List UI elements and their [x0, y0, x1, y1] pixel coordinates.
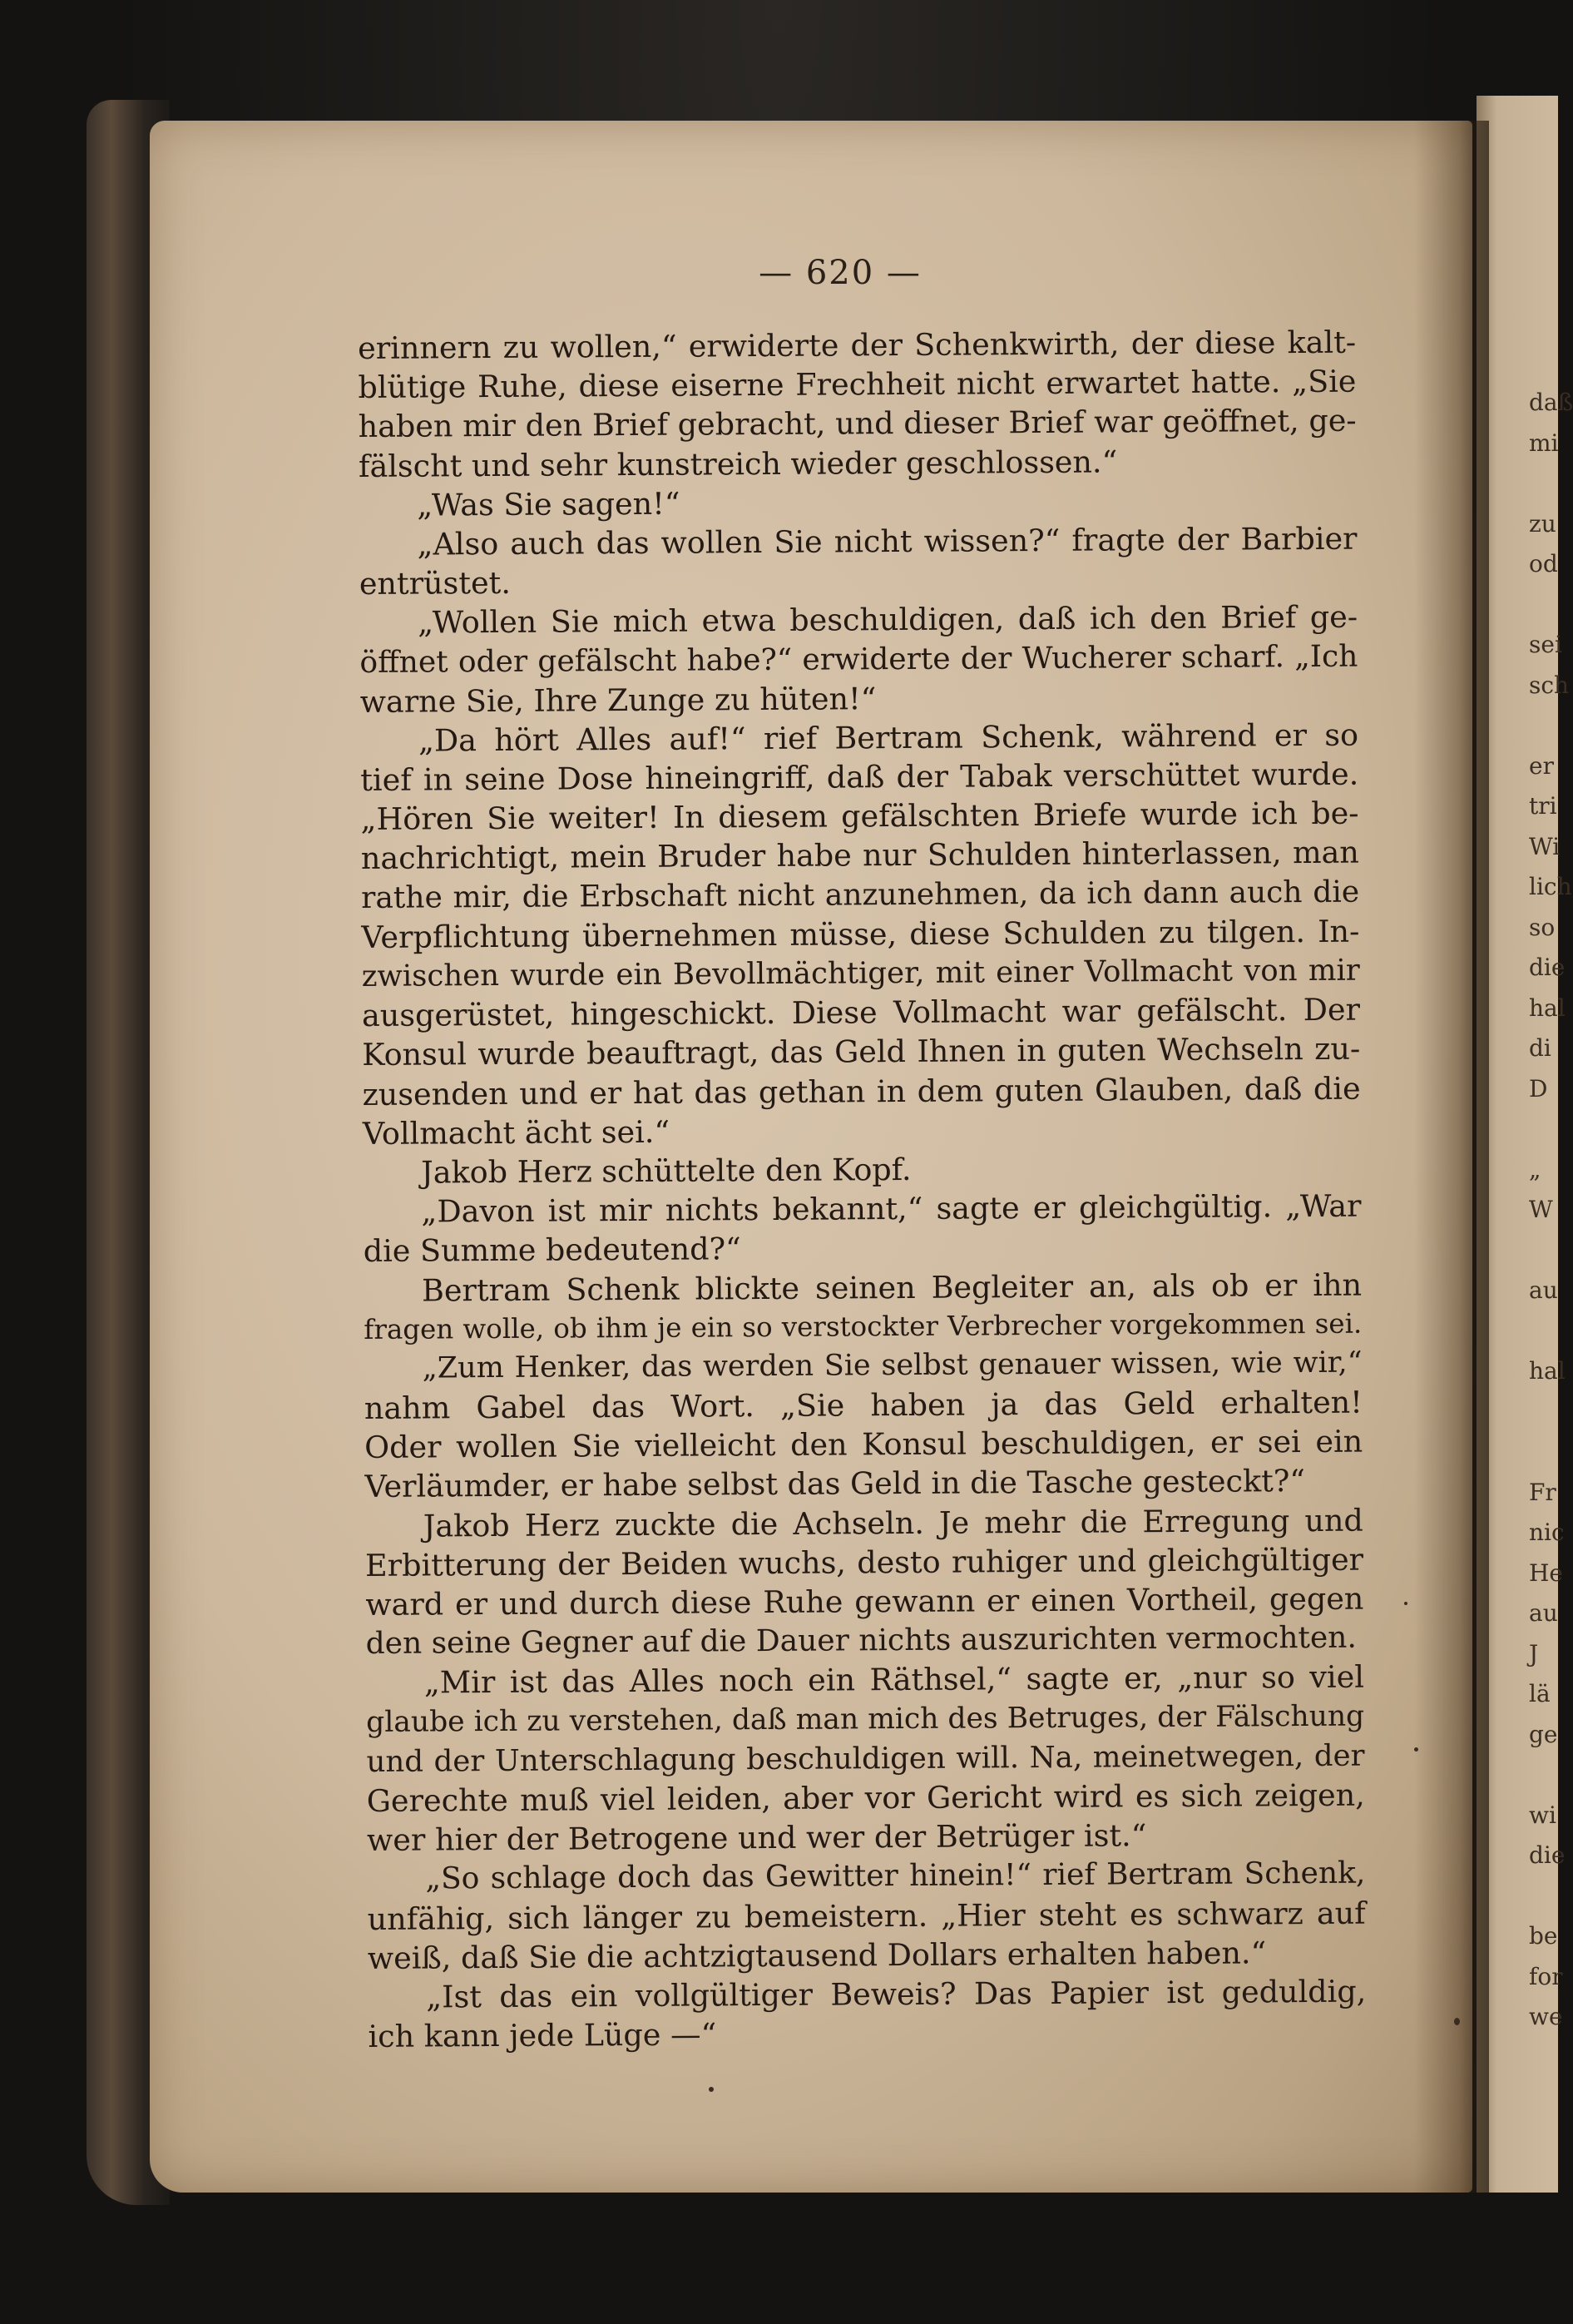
text-line: „Ist das ein vollgültiger Beweis? Das Papier ist geduldig, [426, 1973, 1367, 2015]
paper-speck [1404, 1602, 1407, 1605]
next-page-fragment: od [1529, 550, 1558, 577]
next-page-fragment: hal [1529, 994, 1566, 1022]
next-page-fragment: He [1529, 1558, 1563, 1587]
next-page-fragment: nic [1529, 1519, 1565, 1546]
next-page-fragment: die [1529, 954, 1566, 981]
text-line: blütige Ruhe, diese eiserne Frechheit nicht erwartet hatte. „Sie [358, 363, 1357, 406]
text-line: haben mir den Brief gebracht, und dieser Brief war geöffnet, ge- [358, 403, 1357, 445]
text-line: unfähig, sich länger zu bemeistern. „Hier steht es schwarz auf [367, 1895, 1366, 1937]
next-page-fragment: au [1529, 1276, 1558, 1304]
text-line: die Summe bedeutend?“ [363, 1231, 741, 1270]
text-line: nahm Gabel das Wort. „Sie haben ja das Geld erhalten! [364, 1384, 1363, 1427]
text-line: weiß, daß Sie die achtzigtausend Dollars erhalten haben.“ [367, 1935, 1267, 1976]
next-page-fragment: so [1529, 913, 1556, 941]
text-line: Oder wollen Sie vielleicht den Konsul beschuldigen, er sei ein [364, 1423, 1363, 1466]
text-line: Jakob Herz schüttelte den Kopf. [421, 1151, 912, 1191]
text-line: Bertram Schenk blickte seinen Begleiter an, als ob er ihn [421, 1266, 1363, 1309]
text-line: entrüstet. [359, 565, 512, 602]
text-line: „Zum Henker, das werden Sie selbst genauer wissen, wie wir,“ [422, 1345, 1363, 1385]
text-line: zusenden und er hat das gethan in dem guten Glauben, daß die [362, 1070, 1361, 1112]
next-page-fragment: tri [1529, 792, 1557, 820]
next-page-fragment: zu [1529, 509, 1556, 538]
next-page-fragment: D [1529, 1074, 1548, 1103]
text-line: erinnern zu wollen,“ erwiderte der Schenkwirth, der diese kalt- [358, 324, 1357, 366]
text-line: ausgerüstet, hingeschickt. Diese Vollmacht war gefälscht. Der [361, 991, 1361, 1034]
text-line: „Mir ist das Alles noch ein Räthsel,“ sagte er, „nur so viel [423, 1659, 1365, 1701]
text-line: „Wollen Sie mich etwa beschuldigen, daß ich den Brief ge- [418, 598, 1358, 641]
next-page-fragment: sei [1529, 631, 1562, 658]
paper-speck [709, 2087, 714, 2092]
next-page-fragment: sch [1529, 671, 1570, 699]
text-line: „Also auch das wollen Sie nicht wissen?“ fragte der Barbier [417, 520, 1358, 562]
next-page-fragment: hal [1529, 1357, 1566, 1385]
text-line: Konsul wurde beauftragt, das Geld Ihnen in guten Wechseln zu- [362, 1031, 1361, 1073]
text-line: wer hier der Betrogene und wer der Betrüger ist.“ [366, 1817, 1147, 1859]
next-page-fragment: er [1529, 751, 1554, 780]
text-line: Verläumder, er habe selbst das Geld in die Tasche gesteckt?“ [364, 1463, 1306, 1505]
page-number: — 620 — [759, 254, 922, 292]
text-line: nachrichtigt, mein Bruder habe nur Schulden hinterlassen, man [360, 835, 1359, 877]
text-line: „Hören Sie weiter! In diesem gefälschten Briefe wurde ich be- [360, 795, 1359, 838]
text-line: zwischen wurde ein Bevollmächtiger, mit einer Vollmacht von mir [361, 953, 1360, 994]
text-line: „Da hört Alles auf!“ rief Bertram Schenk, während er so [418, 716, 1359, 759]
text-line: „Was Sie sagen!“ [417, 485, 680, 523]
text-line: warne Sie, Ihre Zunge zu hüten!“ [359, 680, 877, 720]
next-page-fragment: we [1529, 2003, 1563, 2030]
text-line: tief in seine Dose hineingriff, daß der Tabak verschüttet wurde. [360, 756, 1359, 799]
text-line: ich kann jede Lüge —“ [368, 2016, 717, 2055]
next-page-fragment: W [1529, 1196, 1553, 1223]
next-page-fragment: Fr [1529, 1478, 1556, 1506]
paper-speck [1454, 2018, 1460, 2025]
next-page-fragment: lich [1529, 873, 1572, 900]
next-page-fragment: be [1529, 1922, 1558, 1950]
next-page-fragment: lä [1529, 1680, 1551, 1707]
text-line: den seine Gegner auf die Dauer nichts auszurichten vermochten. [365, 1620, 1357, 1662]
next-page-fragment: J [1529, 1639, 1539, 1667]
text-line: Vollmacht ächt sei.“ [362, 1113, 670, 1152]
paper-speck [1414, 1747, 1418, 1752]
text-line: fälscht und sehr kunstreich wieder geschlossen.“ [358, 443, 1118, 484]
next-page-fragment: di [1529, 1034, 1551, 1062]
next-page-fragment: Wi [1529, 832, 1561, 860]
text-line: glaube ich zu verstehen, daß man mich des Betruges, der Fälschung [366, 1699, 1365, 1739]
text-line: Jakob Herz zuckte die Achseln. Je mehr die Erregung und [423, 1502, 1363, 1544]
next-page-fragment: wi [1529, 1801, 1556, 1829]
next-page-fragment: for [1529, 1962, 1563, 1990]
next-page-fragment: ge [1529, 1720, 1558, 1748]
next-page-fragment: daß [1529, 389, 1573, 416]
text-line: „Davon ist mir nichts bekannt,“ sagte er gleichgültig. „War [421, 1187, 1362, 1230]
body-text [358, 323, 1367, 2057]
text-line: Verpflichtung übernehmen müsse, diese Schulden zu tilgen. In- [361, 913, 1360, 955]
next-page-fragment: „ [1529, 1155, 1541, 1183]
text-line: öffnet oder gefälscht habe?“ erwiderte der Wucherer scharf. „Ich [359, 639, 1358, 680]
text-line: rathe mir, die Erbschaft nicht anzunehmen, da ich dann auch die [361, 875, 1360, 915]
next-page-fragment: mi [1529, 429, 1559, 457]
text-line: Erbitterung der Beiden wuchs, desto ruhiger und gleichgültiger [364, 1541, 1364, 1583]
next-page-fragment: die [1529, 1841, 1566, 1869]
next-page-fragment: au [1529, 1599, 1558, 1627]
text-line: und der Unterschlagung beschuldigen will. Na, meinetwegen, der [366, 1738, 1365, 1779]
text-line: Gerechte muß viel leiden, aber vor Gericht wird es sich zeigen, [366, 1776, 1365, 1819]
text-line: fragen wolle, ob ihm je ein so verstockter Verbrecher vorgekommen sei. [364, 1307, 1363, 1345]
text-line: „So schlage doch das Gewitter hinein!“ rief Bertram Schenk, [425, 1856, 1366, 1896]
page-gutter-shadow [1414, 121, 1489, 2193]
text-line: ward er und durch diese Ruhe gewann er einen Vortheil, gegen [365, 1580, 1364, 1623]
